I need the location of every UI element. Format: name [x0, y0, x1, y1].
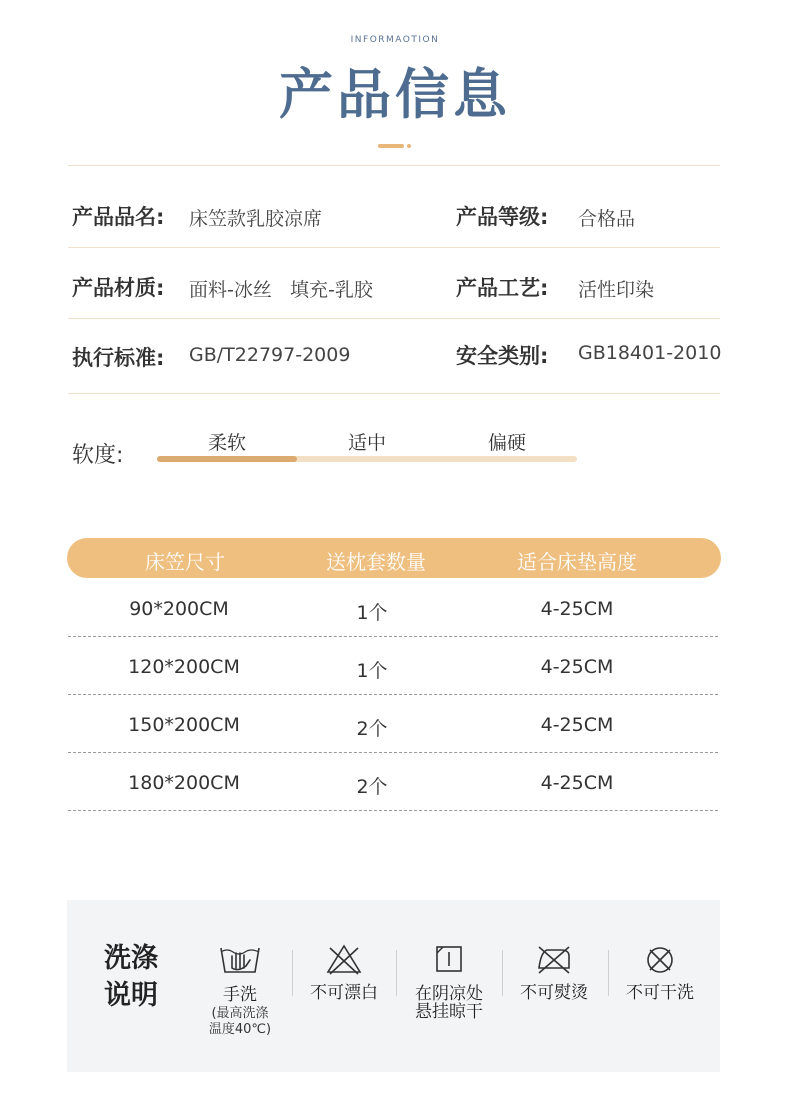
product-grade-value: 合格品: [578, 208, 636, 230]
standard-label: 执行标准:: [72, 346, 165, 370]
softness-option-soft: 柔软: [207, 432, 246, 454]
product-material-value: 面料-冰丝 填充-乳胶: [189, 279, 373, 301]
no-dry-clean-label: 不可干洗: [626, 983, 694, 1003]
table-cell: 1个: [356, 602, 388, 624]
softness-bar-fill: [157, 456, 297, 462]
title-decoration-bar: [378, 144, 404, 148]
product-craft-value: 活性印染: [578, 279, 655, 301]
divider: [68, 165, 720, 166]
table-cell: 1个: [356, 660, 388, 682]
softness-label: 软度:: [72, 443, 124, 468]
divider: [68, 318, 720, 319]
hand-wash-label: 手洗: [223, 985, 257, 1005]
product-name-value: 床笠款乳胶凉席: [189, 208, 323, 230]
table-cell: 150*200CM: [128, 714, 240, 736]
no-bleach-label: 不可漂白: [310, 983, 378, 1003]
shade-dry-icon: [424, 942, 474, 976]
safety-category-label: 安全类别:: [456, 344, 549, 368]
section-subtitle: INFORMAOTION: [350, 35, 440, 45]
softness-option-medium: 适中: [347, 432, 386, 454]
hand-wash-note: 温度40℃): [208, 1022, 272, 1037]
separator: [502, 950, 503, 996]
softness-option-firm: 偏硬: [487, 432, 526, 454]
standard-value: GB/T22797-2009: [189, 344, 351, 366]
product-name-label: 产品品名:: [72, 205, 165, 229]
row-divider: [68, 810, 718, 811]
no-bleach-icon: [319, 942, 369, 976]
table-cell: 2个: [356, 718, 388, 740]
table-cell: 180*200CM: [128, 772, 240, 794]
shade-dry-label: 在阴凉处: [415, 984, 483, 1004]
no-iron-label: 不可熨烫: [520, 983, 588, 1003]
shade-dry-label: 悬挂晾干: [415, 1002, 483, 1022]
washing-title-line: 说明: [104, 980, 158, 1011]
row-divider: [68, 694, 718, 695]
separator: [292, 950, 293, 996]
divider: [68, 247, 720, 248]
table-cell: 4-25CM: [540, 656, 614, 678]
washing-title: [96, 940, 166, 1014]
safety-category-value: GB18401-2010: [578, 342, 722, 364]
table-cell: 4-25CM: [540, 598, 614, 620]
table-cell: 4-25CM: [540, 714, 614, 736]
table-cell: 4-25CM: [540, 772, 614, 794]
table-cell: 90*200CM: [129, 598, 229, 620]
divider: [68, 393, 720, 394]
title-decoration-dot: [407, 144, 411, 148]
separator: [396, 950, 397, 996]
page-title: 产品信息: [279, 62, 511, 126]
table-cell: 2个: [356, 776, 388, 798]
product-grade-label: 产品等级:: [456, 205, 549, 229]
table-cell: 120*200CM: [128, 656, 240, 678]
no-dry-clean-icon: [635, 942, 685, 976]
hand-wash-note: (最高洗涤: [211, 1006, 269, 1021]
column-header-size: 床笠尺寸: [145, 550, 225, 574]
column-header-pillowcase: 送枕套数量: [326, 550, 426, 574]
no-iron-icon: [529, 942, 579, 976]
separator: [608, 950, 609, 996]
product-material-label: 产品材质:: [72, 276, 165, 300]
row-divider: [68, 752, 718, 753]
row-divider: [68, 636, 718, 637]
product-craft-label: 产品工艺:: [456, 276, 549, 300]
hand-wash-icon: [215, 942, 265, 976]
washing-title-line: 洗涤: [104, 943, 158, 974]
column-header-mattress-height: 适合床垫高度: [517, 550, 637, 574]
